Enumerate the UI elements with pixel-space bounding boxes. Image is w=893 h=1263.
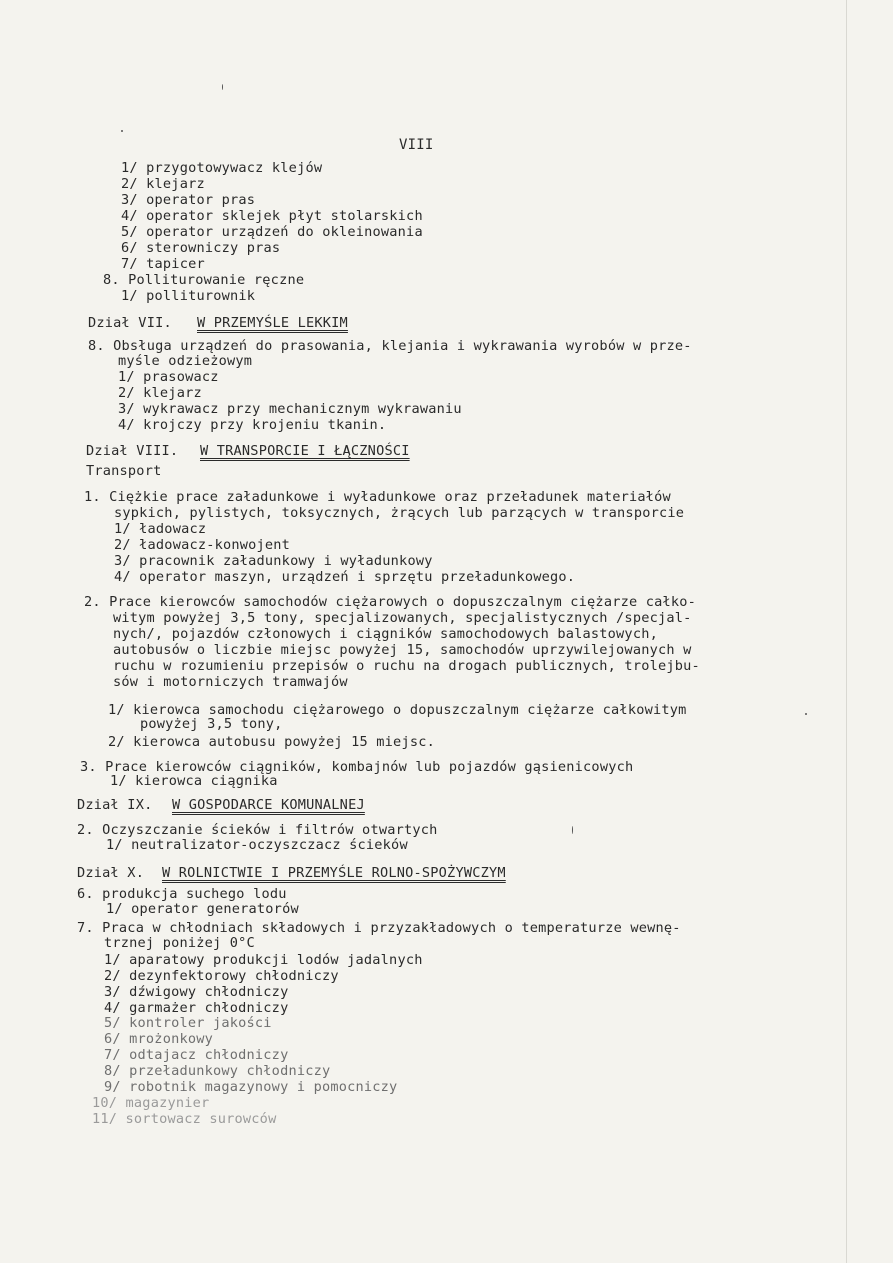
entry-text: sypkich, pylistych, toksycznych, żrących lub parzących w transporcie (114, 505, 685, 521)
list-item: 4/ garmażer chłodniczy (104, 1000, 289, 1016)
list-item: 1/ prasowacz (118, 369, 219, 385)
list-item: 6/ sterowniczy pras (121, 240, 281, 256)
list-item: 3/ dźwigowy chłodniczy (104, 984, 289, 1000)
list-item: 2/ kierowca autobusu powyżej 15 miejsc. (108, 734, 435, 750)
speck (572, 826, 573, 834)
speck (222, 84, 223, 90)
list-item: 4/ krojczy przy krojeniu tkanin. (118, 417, 387, 433)
list-item: 5/ kontroler jakości (104, 1015, 272, 1031)
list-item: 7/ tapicer (121, 256, 205, 272)
list-item: 5/ operator urządzeń do okleinowania (121, 224, 423, 240)
list-item: 7/ odtajacz chłodniczy (104, 1047, 289, 1063)
dzial-title: W TRANSPORCIE I ŁĄCZNOŚCI (200, 443, 410, 459)
dzial-title: W GOSPODARCE KOMUNALNEJ (172, 797, 365, 813)
list-item: 11/ sortowacz surowców (92, 1111, 277, 1127)
list-item: 3/ operator pras (121, 192, 256, 208)
entry-text: 2. Oczyszczanie ścieków i filtrów otwartych (77, 822, 438, 838)
list-item: powyżej 3,5 tony, (140, 716, 283, 732)
entry-text: ruchu w rozumieniu przepisów o ruchu na drogach publicznych, trolejbu- (113, 658, 700, 674)
list-item: 3/ pracownik załadunkowy i wyładunkowy (114, 553, 433, 569)
dzial-title: W PRZEMYŚLE LEKKIM (197, 315, 348, 331)
list-item: 2/ dezynfektorowy chłodniczy (104, 968, 339, 984)
dzial-label: Dział VIII. (86, 443, 179, 459)
list-item: 9/ robotnik magazynowy i pomocniczy (104, 1079, 398, 1095)
list-item: 10/ magazynier (92, 1095, 210, 1111)
entry-text: 3. Prace kierowców ciągników, kombajnów lub pojazdów gąsienicowych (80, 759, 634, 775)
list-item: 1/ ładowacz (114, 521, 207, 537)
speck (121, 130, 123, 132)
speck (805, 713, 807, 715)
entry-text: 7. Praca w chłodniach składowych i przyzakładowych o temperaturze wewnę- (77, 920, 681, 936)
page-number: VIII (399, 137, 434, 153)
list-item: 1/ kierowca samochodu ciężarowego o dopuszczalnym ciężarze całkowitym (108, 702, 687, 718)
entry-text: 1. Ciężkie prace załadunkowe i wyładunkowe oraz przeładunek materiałów (84, 489, 671, 505)
entry-text: 8. Obsługa urządzeń do prasowania, klejania i wykrawania wyrobów w prze- (88, 338, 692, 354)
list-item: 3/ wykrawacz przy mechanicznym wykrawaniu (118, 401, 462, 417)
list-item: 1/ operator generatorów (106, 901, 299, 917)
list-item: 4/ operator sklejek płyt stolarskich (121, 208, 423, 224)
list-item: 1/ aparatowy produkcji lodów jadalnych (104, 952, 423, 968)
list-item: 1/ kierowca ciągnika (110, 773, 278, 789)
entry-text: autobusów o liczbie miejsc powyżej 15, samochodów uprzywilejowanych w (113, 642, 692, 658)
entry-text: sów i motorniczych tramwajów (113, 674, 348, 690)
subheading: Transport (86, 463, 162, 479)
dzial-label: Dział IX. (77, 797, 153, 813)
page-edge-shadow (846, 0, 847, 1263)
list-item: 4/ operator maszyn, urządzeń i sprzętu przeładunkowego. (114, 569, 576, 585)
list-item: 2/ ładowacz-konwojent (114, 537, 291, 553)
entry-text: myśle odzieżowym (118, 353, 253, 369)
entry-text: 2. Prace kierowców samochodów ciężarowych o dopuszczalnym ciężarze całko- (84, 594, 697, 610)
list-item: 6/ mrożonkowy (104, 1031, 213, 1047)
list-item: 2/ klejarz (121, 176, 205, 192)
entry-text: trznej poniżej 0°C (104, 935, 255, 951)
dzial-label: Dział X. (77, 865, 145, 881)
entry-text: nych/, pojazdów członowych i ciągników samochodowych balastowych, (113, 626, 658, 642)
dzial-title: W ROLNICTWIE I PRZEMYŚLE ROLNO-SPOŻYWCZYM (162, 865, 506, 881)
dzial-label: Dział VII. (88, 315, 172, 331)
section-heading: 8. Polliturowanie ręczne (103, 272, 305, 288)
list-item: 8/ przeładunkowy chłodniczy (104, 1063, 331, 1079)
list-item: 1/ polliturownik (121, 288, 256, 304)
list-item: 1/ neutralizator-oczyszczacz ścieków (106, 837, 408, 853)
entry-text: witym powyżej 3,5 tony, specjalizowanych, specjalistycznych /specjal- (113, 610, 692, 626)
list-item: 2/ klejarz (118, 385, 202, 401)
entry-text: 6. produkcja suchego lodu (77, 886, 287, 902)
list-item: 1/ przygotowywacz klejów (121, 160, 323, 176)
